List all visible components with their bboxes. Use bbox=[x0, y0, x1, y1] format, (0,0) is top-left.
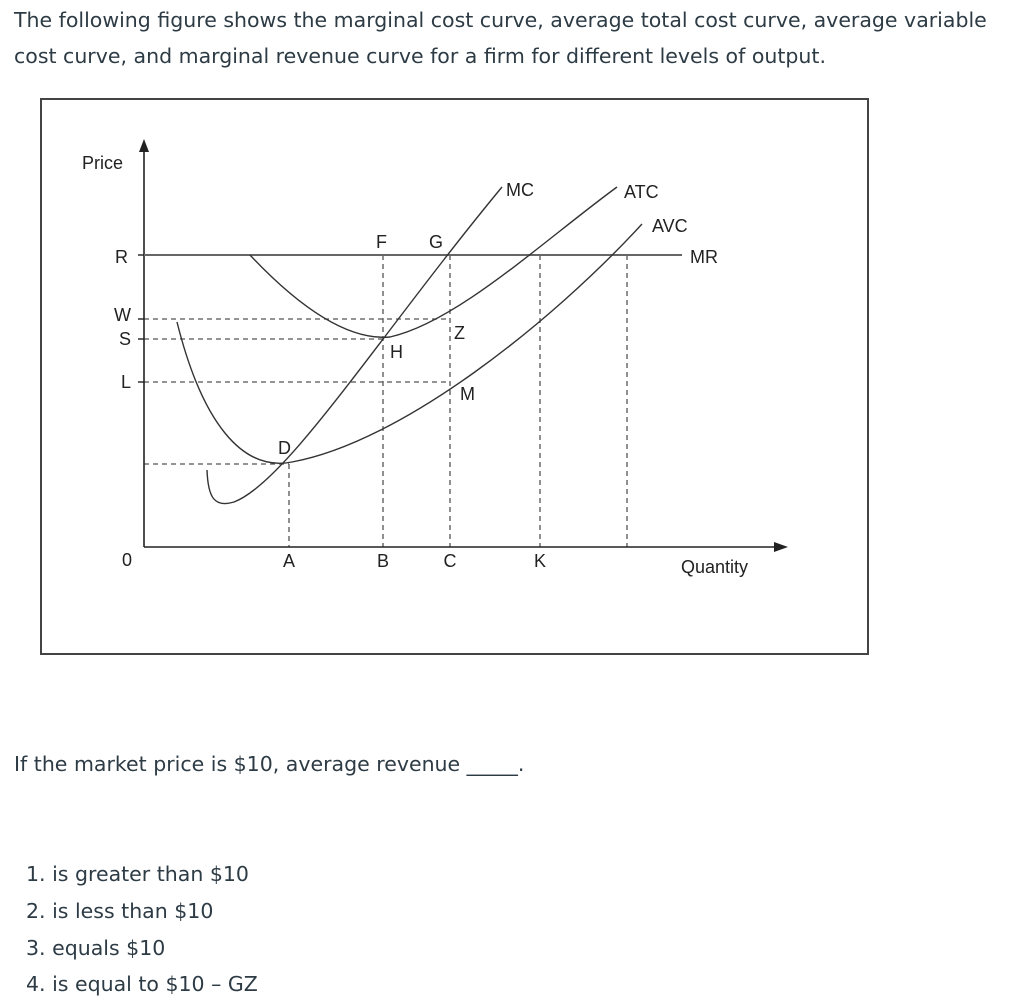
answer-option-4[interactable]: 4. is equal to $10 – GZ bbox=[26, 972, 258, 997]
answer-option-2[interactable]: 2. is less than $10 bbox=[26, 898, 214, 923]
y-tick-r: R bbox=[115, 247, 128, 267]
point-f-label: F bbox=[376, 232, 387, 252]
avc-curve bbox=[177, 224, 642, 463]
question-text: If the market price is $10, average revenue _____. bbox=[14, 752, 525, 776]
answer-options bbox=[26, 856, 258, 1003]
x-tick-a: A bbox=[282, 551, 296, 571]
atc-label: ATC bbox=[624, 182, 659, 202]
atc-curve bbox=[250, 187, 617, 337]
point-m-label: M bbox=[460, 384, 475, 404]
y-tick-w: W bbox=[114, 305, 131, 325]
mc-label: MC bbox=[506, 180, 534, 200]
origin-label: 0 bbox=[121, 550, 132, 570]
x-tick-b: B bbox=[376, 551, 390, 571]
point-h-label: H bbox=[390, 342, 403, 362]
x-axis-arrow bbox=[774, 542, 788, 552]
x-tick-k: K bbox=[533, 551, 547, 571]
cost-curves-figure bbox=[40, 98, 869, 655]
point-z-label: Z bbox=[454, 323, 465, 343]
avc-label: AVC bbox=[652, 216, 688, 236]
cost-curves-diagram bbox=[42, 100, 871, 657]
mr-label: MR bbox=[690, 247, 718, 267]
x-tick-c: C bbox=[443, 551, 457, 571]
y-tick-s: S bbox=[118, 329, 131, 349]
answer-option-3[interactable]: 3. equals $10 bbox=[26, 935, 166, 960]
y-axis-arrow bbox=[139, 139, 149, 152]
point-g-label: G bbox=[429, 232, 444, 252]
x-axis-label: Quantity bbox=[681, 557, 749, 577]
point-d-label: D bbox=[278, 438, 291, 458]
answer-option-1[interactable]: 1. is greater than $10 bbox=[26, 862, 249, 886]
y-tick-l: L bbox=[120, 372, 131, 392]
question-intro: The following figure shows the marginal cost curve, average total cost curve, average variable cost curve, and marginal revenue curve for a firm for different levels of output. bbox=[14, 8, 987, 68]
y-axis-label: Price bbox=[82, 153, 124, 173]
